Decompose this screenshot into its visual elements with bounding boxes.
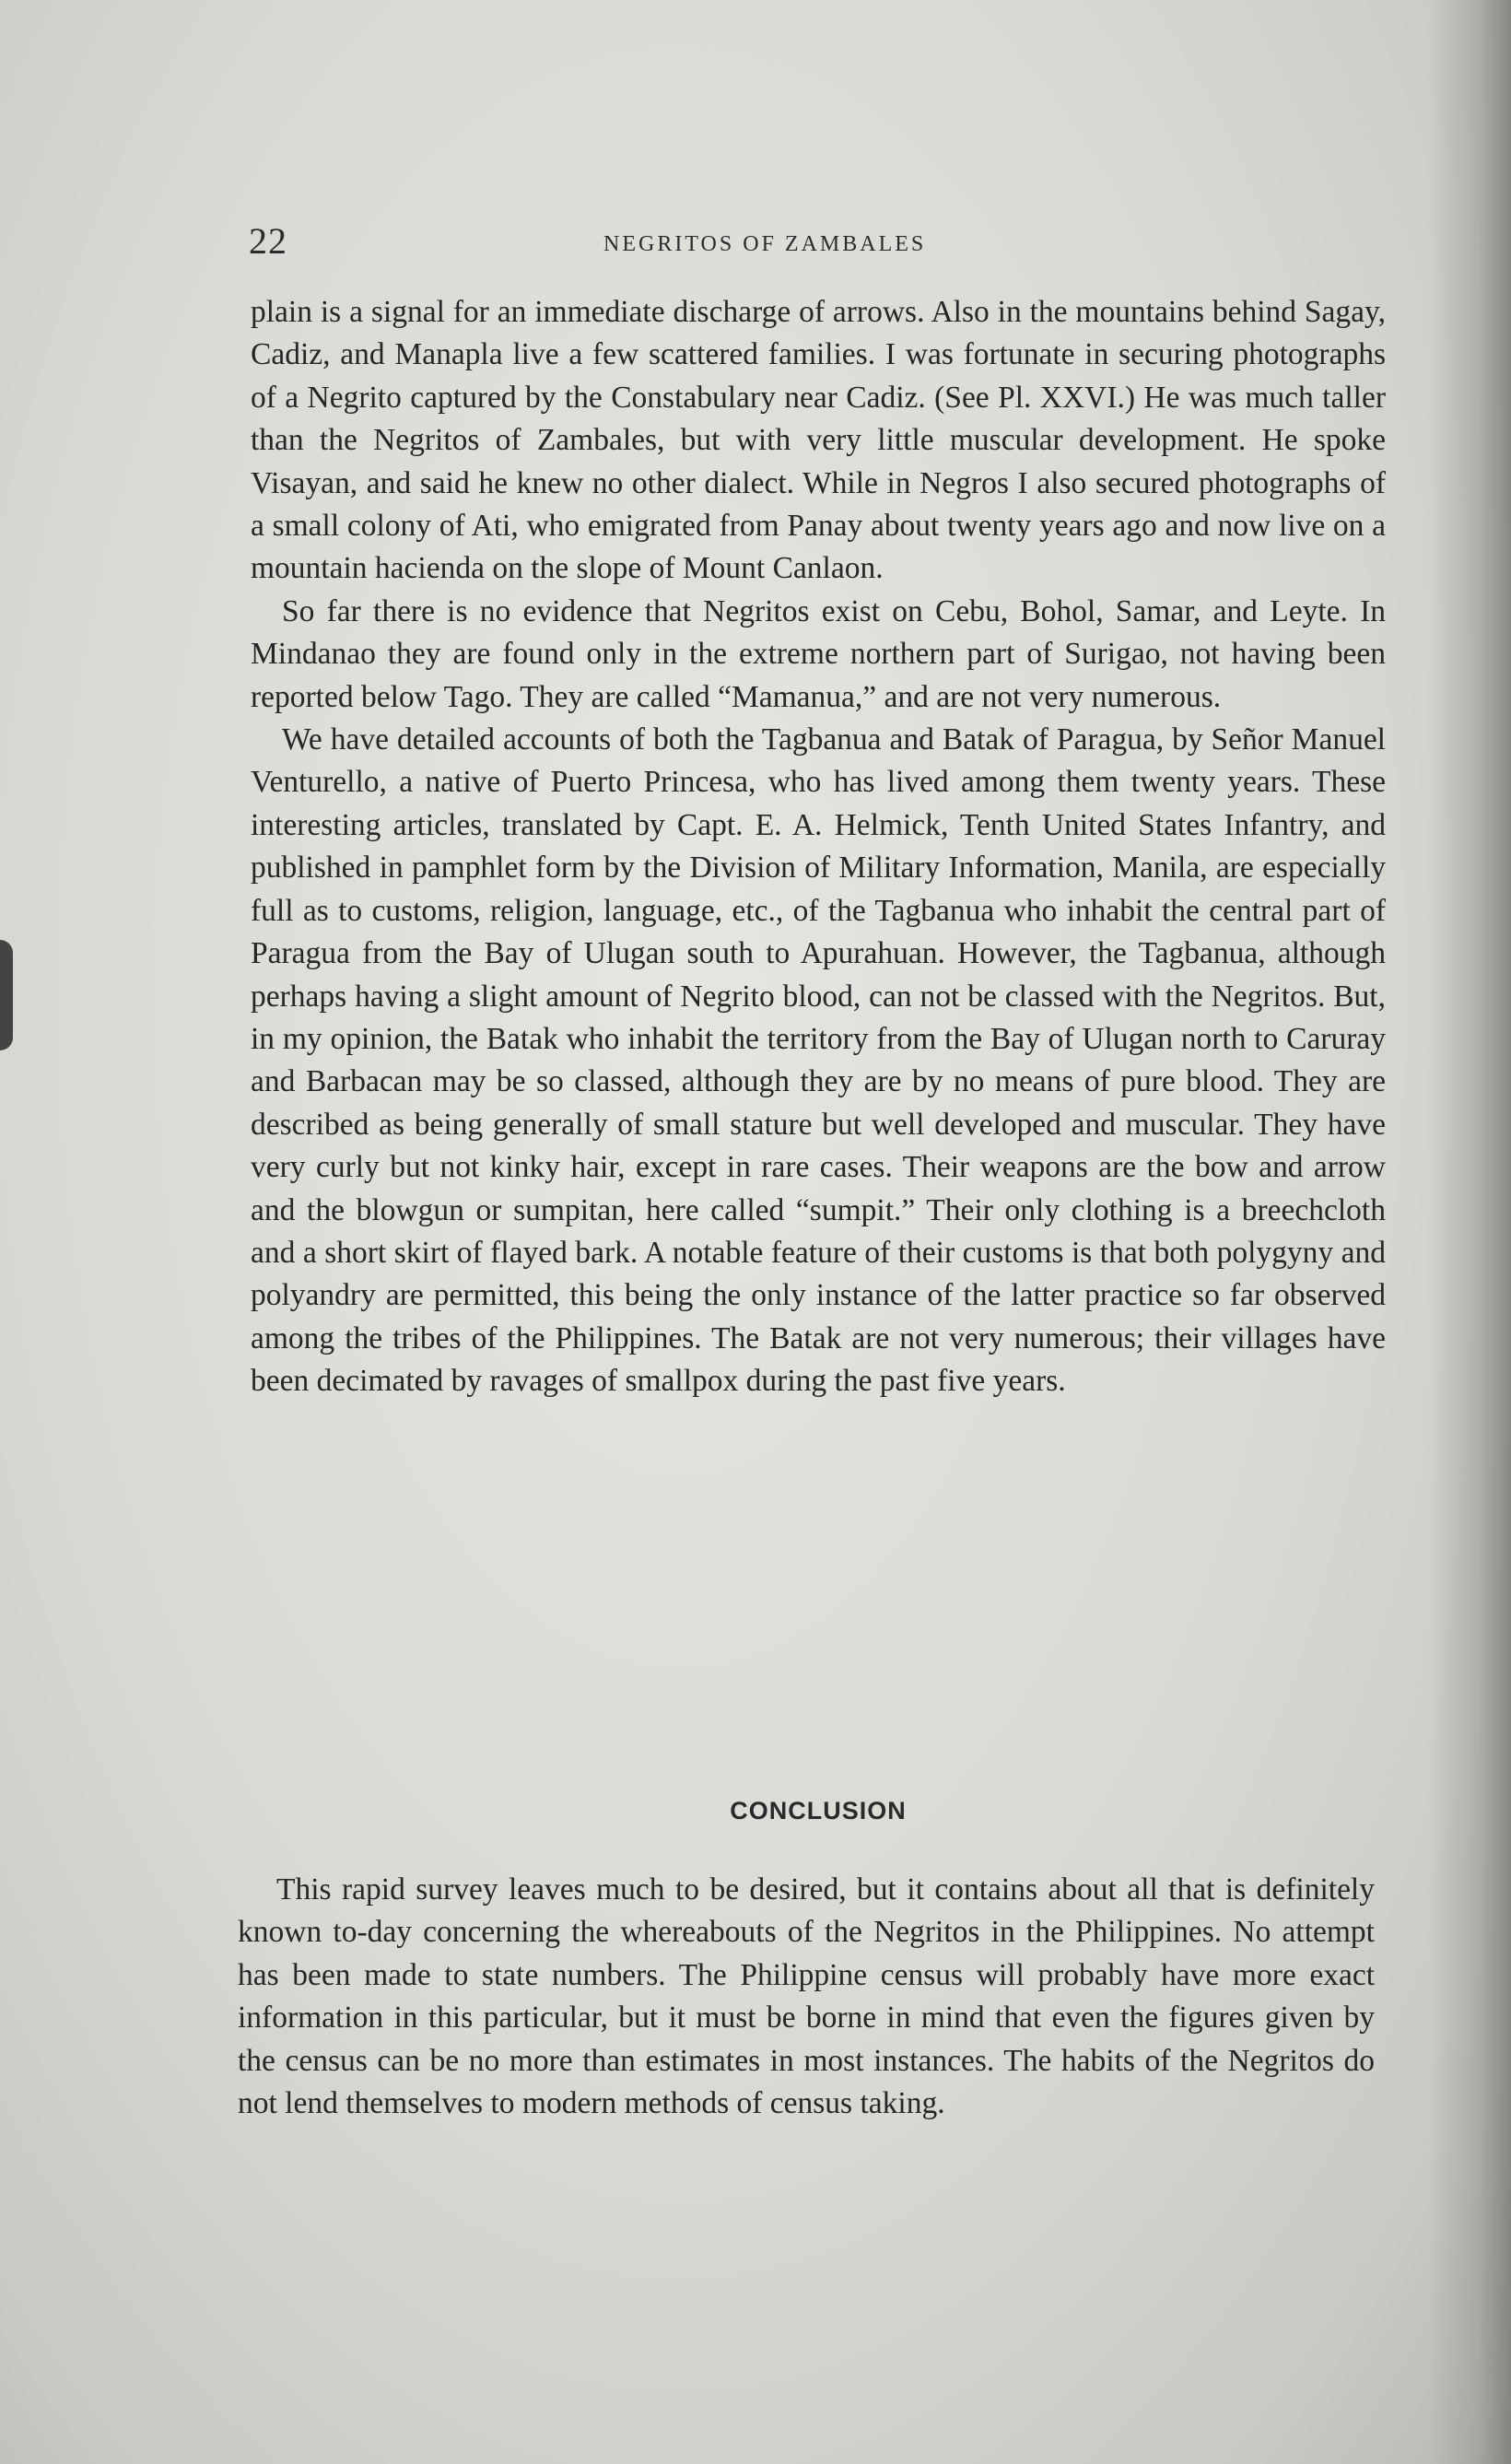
- paragraph-tagbanua-batak: We have detailed accounts of both the Tagbanua and Batak of Paragua, by Señor Manuel Venturello, a native of Puerto Princesa, who has lived among them twenty years. These interesting articles, translated by Capt. E. A. Helmick, Tenth United States Infantry, and published in pamphlet form by the Division of Military Information, Manila, are especially full as to customs, religion, language, etc., of the Tagbanua who inhabit the central part of Paragua from the Bay of Ulugan south to Apurahuan. However, the Tagbanua, although perhaps having a slight amount of Negrito blood, can not be classed with the Negritos. But, in my opinion, the Batak who inhabit the territory from the Bay of Ulugan north to Caruray and Barbacan may be so classed, although they are by no means of pure blood. They are described as being generally of small stature but well developed and muscular. They have very curly but not kinky hair, except in rare cases. Their weapons are the bow and arrow and the blowgun or sumpitan, here called “sumpit.” Their only clothing is a breechcloth and a short skirt of flayed bark. A notable feature of their customs is that both polygyny and polyandry are permitted, this being the only instance of the latter practice so far observed among the tribes of the Philippines. The Batak are not very numerous; their villages have been decimated by ravages of smallpox during the past five years.: [251, 722, 1386, 1399]
- page-number: 22: [249, 220, 287, 262]
- conclusion-heading: CONCLUSION: [730, 1797, 907, 1825]
- page-header: [249, 219, 1391, 275]
- paragraph-continued: plain is a signal for an immediate discharge of arrows. Also in the mountains behind Sagay, Cadiz, and Manapla live a few scattered families. I was fortunate in securing photographs of a Negrito captured by the Constabulary near Cadiz. (See Pl. XXVI.) He was much taller than the Negritos of Zambales, but with very little muscular development. He spoke Visayan, and said he knew no other dialect. While in Negros I also secured photographs of a small colony of Ati, who emigrated from Panay about twenty years ago and now live on a mountain hacienda on the slope of Mount Canlaon.: [251, 295, 1386, 586]
- paragraph-cebu-mindanao: So far there is no evidence that Negritos exist on Cebu, Bohol, Samar, and Leyte. In Mindanao they are found only in the extreme northern part of Surigao, not having been reported below Tago. They are called “Mamanua,” and are not very numerous.: [251, 593, 1386, 714]
- running-title: NEGRITOS OF ZAMBALES: [603, 232, 927, 256]
- body-text: [251, 291, 1386, 1403]
- conclusion-paragraph: This rapid survey leaves much to be desired, but it contains about all that is definitely known to-day concerning the whereabouts of the Negritos in the Philippines. No attempt has been made to state numbers. The Philippine census will probably have more exact information in this particular, but it must be borne in mind that even the figures given by the census can be no more than estimates in most instances. The habits of the Negritos do not lend themselves to modern methods of census taking.: [238, 1872, 1375, 2121]
- conclusion-section: [238, 1869, 1375, 2125]
